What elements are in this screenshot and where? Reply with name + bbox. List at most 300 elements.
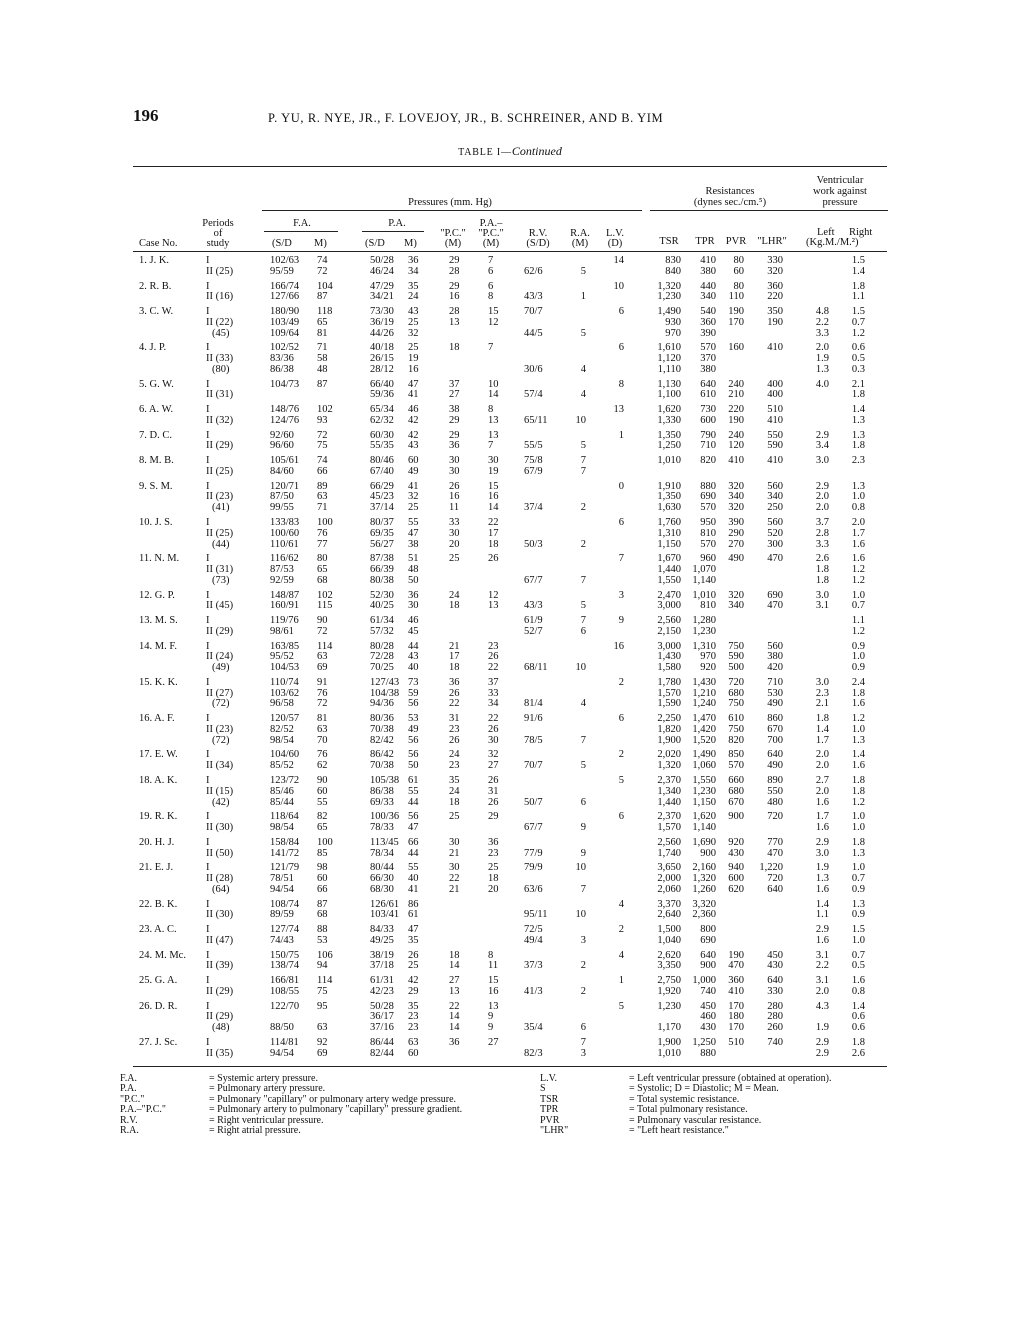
cell-papc: 19 [488,465,499,477]
cell-pa_sd: 86/44 [370,1036,394,1048]
cell-fa_sd: 92/59 [270,574,294,586]
cell-papc: 11 [488,960,499,972]
cell-papc: 26 [488,553,499,565]
cell-papc: 9 [488,1022,494,1034]
footnote-abbreviation: TPR [540,1104,559,1116]
cell-fa_m: 71 [317,502,328,514]
cell-papc: 7 [488,342,494,354]
cell-pa_sd: 72/28 [370,651,394,663]
cell-rv: 63/6 [524,883,543,895]
cell-right: 1.0 [851,491,865,503]
cell-fa_m: 75 [317,985,328,997]
cell-pa_sd: 80/37 [370,516,394,528]
cell-fa_sd: 98/54 [270,822,294,833]
cell-lv: 3 [618,589,624,601]
cell-lhr: 770 [767,836,783,848]
cell-papc: 16 [488,985,499,997]
header-tpr: TPR [695,236,715,247]
cell-pa_sd: 49/25 [370,934,394,946]
cell-left: 1.1 [815,909,829,921]
cell-fa_sd: 148/87 [270,589,300,601]
cell-tpr: 900 [700,847,716,859]
cell-pa_m: 30 [408,600,419,612]
cell-fa_m: 63 [317,723,328,735]
cell-left: 1.9 [815,353,829,365]
cell-tpr: 340 [700,291,716,303]
cell-rv: 52/7 [524,625,543,637]
cell-pvr: 850 [728,749,744,761]
cell-tpr: 640 [700,949,716,961]
case-number: 3. C. W. [139,306,174,317]
case-number: 17. E. W. [139,749,178,761]
cell-fa_sd: 98/54 [270,734,294,746]
cell-tsr: 840 [665,265,681,277]
cell-right: 0.6 [851,342,865,354]
cell-right: 1.4 [851,265,865,277]
cell-lhr: 490 [767,760,783,772]
cell-left: 4.3 [815,1000,829,1012]
cell-lv: 6 [618,811,624,823]
cell-pvr: 410 [728,455,744,467]
cell-right: 0.8 [851,502,865,514]
cell-papc: 22 [488,713,499,725]
cell-period: II (23) [206,723,234,735]
cell-lhr: 700 [767,734,783,746]
cell-fa_sd: 122/70 [270,1000,300,1012]
cell-pa_m: 24 [408,291,419,303]
cell-period: II (47) [206,934,234,946]
cell-pa_sd: 28/12 [370,363,394,375]
cell-tsr: 2,560 [657,836,681,848]
cell-rv: 67/9 [524,465,543,477]
cell-tsr: 1,100 [657,389,681,401]
cell-pvr: 500 [728,662,744,674]
cell-left: 2.7 [815,774,829,786]
cell-pa_sd: 94/36 [370,698,394,710]
cell-papc: 27 [488,760,499,772]
cell-fa_m: 76 [317,749,328,761]
cell-period: II (31) [206,389,234,401]
case-number: 19. R. K. [139,811,178,823]
cell-ra: 5 [580,327,586,339]
cell-rv: 49/4 [524,934,543,946]
cell-pa_m: 49 [408,465,419,477]
cell-left: 1.8 [815,574,829,586]
header-periods: of [213,228,223,239]
cell-ra: 4 [580,363,586,375]
cell-fa_sd: 104/73 [270,378,300,390]
cell-left: 3.7 [815,516,829,528]
cell-tpr: 440 [700,280,716,292]
cell-tsr: 2,250 [657,713,681,725]
cell-ra: 9 [580,822,586,833]
cell-pc: 28 [449,265,460,277]
cell-period: I [206,676,210,688]
cell-papc: 10 [488,378,499,390]
header-lv: (D) [607,238,623,249]
cell-pvr: 590 [728,651,744,663]
cell-period: II (25) [206,527,234,539]
cell-lhr: 330 [767,985,783,997]
cell-tpr: 1,150 [692,796,716,808]
cell-right: 0.9 [851,640,865,652]
cell-left: 1.8 [815,564,829,575]
cell-tpr: 570 [700,538,716,550]
cell-lv: 6 [618,342,624,354]
cell-tpr: 1,000 [692,975,716,986]
cell-tpr: 1,140 [692,574,716,586]
case-number: 5. G. W. [139,378,174,390]
cell-pa_sd: 66/29 [370,480,394,492]
cell-pvr: 170 [728,1000,744,1012]
footnote-abbreviation: S [540,1083,546,1095]
cell-tpr: 920 [700,662,716,674]
footnote-abbreviation: "LHR" [540,1125,569,1136]
cell-fa_sd: 96/58 [270,698,294,710]
cell-pa_sd: 52/30 [370,589,394,601]
cell-tsr: 1,310 [657,527,681,539]
cell-left: 1.9 [815,1022,829,1034]
cell-left: 1.3 [815,873,829,884]
cell-pc: 22 [449,1000,460,1012]
cell-pa_sd: 78/34 [370,847,394,859]
cell-pa_sd: 61/34 [370,615,394,626]
cell-fa_sd: 87/53 [270,564,294,575]
case-number: 27. J. Sc. [139,1036,178,1048]
cell-fa_m: 53 [317,934,328,946]
cell-lhr: 510 [767,404,783,416]
cell-pa_sd: 44/26 [370,327,394,339]
cell-pa_sd: 80/46 [370,455,394,467]
cell-tpr: 370 [700,353,716,365]
cell-papc: 34 [488,698,499,710]
cell-ra: 7 [580,1036,586,1048]
cell-period: (72) [212,734,230,746]
cell-fa_sd: 98/61 [270,625,294,637]
cell-pa_m: 35 [408,934,419,946]
cell-period: II (16) [206,291,234,303]
cell-pa_m: 47 [408,527,419,539]
cell-fa_m: 75 [317,440,328,452]
cell-lhr: 560 [767,480,783,492]
cell-lhr: 640 [767,883,783,895]
cell-pvr: 210 [728,389,744,401]
cell-tpr: 820 [700,455,716,467]
cell-tpr: 2,360 [692,909,716,921]
cell-papc: 22 [488,662,499,674]
cell-fa_sd: 78/51 [270,873,294,884]
cell-left: 2.2 [815,316,829,328]
cell-fa_sd: 84/60 [270,465,294,477]
header-pvr: PVR [725,236,747,247]
cell-pc: 23 [449,723,460,735]
cell-lv: 2 [618,924,624,935]
cell-period: II (30) [206,909,234,921]
cell-period: I [206,1036,210,1048]
cell-pc: 37 [449,378,460,390]
cell-pc: 22 [449,698,460,710]
cell-fa_m: 65 [317,564,328,575]
cell-pa_sd: 80/38 [370,574,394,586]
cell-papc: 14 [488,389,499,401]
cell-lhr: 470 [767,600,783,612]
cell-pa_sd: 86/42 [370,749,394,761]
cell-pa_m: 23 [408,1022,419,1034]
cell-pc: 38 [449,404,460,416]
cell-lhr: 520 [767,527,783,539]
cell-right: 0.5 [851,353,865,365]
cell-rv: 50/3 [524,538,543,550]
cell-papc: 8 [488,949,494,961]
case-number: 21. E. J. [139,862,174,874]
cell-lhr: 410 [767,342,783,354]
cell-pc: 28 [449,306,460,317]
cell-rv: 68/11 [524,662,548,674]
cell-fa_m: 68 [317,909,328,921]
cell-tpr: 460 [700,1011,716,1023]
cell-rv: 75/8 [524,455,543,467]
cell-papc: 13 [488,1000,499,1012]
cell-ra: 2 [580,502,586,514]
cell-ra: 10 [575,862,586,874]
cell-rv: 57/4 [524,389,543,401]
cell-pc: 18 [449,662,460,674]
cell-tsr: 1,740 [657,847,681,859]
cell-period: (48) [212,1022,230,1034]
cell-pc: 14 [449,960,460,972]
cell-right: 1.7 [851,527,865,539]
cell-period: II (50) [206,847,234,859]
cell-left: 3.1 [815,600,829,612]
cell-right: 1.0 [851,862,865,874]
cell-fa_sd: 102/63 [270,255,300,266]
cell-tpr: 390 [700,327,716,339]
cell-pa_sd: 50/28 [370,255,394,266]
cell-fa_m: 77 [317,538,328,550]
cell-right: 1.3 [851,429,865,441]
cell-pc: 29 [449,255,460,266]
cell-period: I [206,949,210,961]
cell-pa_m: 26 [408,949,419,961]
cell-tpr: 380 [700,265,716,277]
cell-pa_sd: 61/31 [370,975,394,986]
cell-tpr: 1,240 [692,698,716,710]
cell-lhr: 330 [767,255,783,266]
cell-pa_sd: 80/36 [370,713,394,725]
cell-left: 2.9 [815,480,829,492]
cell-pvr: 170 [728,316,744,328]
cell-pc: 29 [449,280,460,292]
cell-fa_m: 71 [317,342,328,354]
cell-fa_sd: 99/55 [270,502,294,514]
cell-left: 1.4 [815,723,829,735]
cell-right: 0.7 [851,316,865,328]
cell-tpr: 710 [700,440,716,452]
cell-period: II (28) [206,873,234,884]
cell-papc: 31 [488,785,499,797]
cell-rv: 43/3 [524,600,543,612]
footnote-abbreviation: F.A. [120,1073,137,1084]
cell-fa_sd: 120/71 [270,480,300,492]
cell-pc: 30 [449,836,460,848]
cell-pa_m: 41 [408,389,419,401]
cell-papc: 17 [488,527,499,539]
cell-pvr: 190 [728,949,744,961]
cell-lv: 4 [618,949,624,961]
cell-period: I [206,924,210,935]
footnote-definition: = Systemic artery pressure. [209,1073,318,1084]
cell-right: 1.3 [851,480,865,492]
cell-right: 1.4 [851,1000,865,1012]
cell-right: 0.8 [851,985,865,997]
header-fa: F.A. [293,218,311,229]
cell-tpr: 1,470 [692,713,716,725]
cell-right: 1.2 [851,625,865,637]
cell-pa_sd: 65/34 [370,404,394,416]
cell-papc: 13 [488,429,499,441]
cell-pa_sd: 50/28 [370,1000,394,1012]
cell-lhr: 280 [767,1000,783,1012]
cell-pvr: 170 [728,1022,744,1034]
cell-fa_sd: 95/52 [270,651,294,663]
cell-fa_m: 63 [317,491,328,503]
cell-lhr: 400 [767,378,783,390]
cell-right: 0.9 [851,883,865,895]
cell-left: 1.7 [815,734,829,746]
cell-tsr: 1,430 [657,651,681,663]
cell-right: 1.6 [851,553,865,565]
cell-pc: 36 [449,676,460,688]
cell-period: II (15) [206,785,234,797]
cell-pc: 25 [449,553,460,565]
cell-rv: 35/4 [524,1022,543,1034]
cell-right: 1.8 [851,836,865,848]
cell-period: (42) [212,796,230,808]
cell-left: 1.4 [815,898,829,910]
cell-pa_m: 36 [408,589,419,601]
cell-tpr: 410 [700,255,716,266]
cell-pa_m: 56 [408,698,419,710]
cell-tpr: 690 [700,491,716,503]
cell-right: 1.0 [851,934,865,946]
cell-left: 3.1 [815,975,829,986]
cell-pa_m: 40 [408,873,419,884]
cell-pvr: 750 [728,723,744,735]
cell-pc: 31 [449,713,460,725]
cell-lhr: 890 [767,774,783,786]
cell-rv: 82/3 [524,1047,543,1059]
cell-pa_m: 55 [408,785,419,797]
cell-lhr: 190 [767,316,783,328]
case-number: 8. M. B. [139,455,174,467]
cell-ra: 7 [580,465,586,477]
cell-pa_m: 38 [408,538,419,550]
cell-pa_sd: 37/18 [370,960,394,972]
cell-tpr: 1,230 [692,625,716,637]
cell-left: 3.3 [815,327,829,339]
cell-papc: 30 [488,734,499,746]
cell-tpr: 810 [700,527,716,539]
case-number: 22. B. K. [139,898,178,910]
cell-tpr: 1,550 [692,774,716,786]
cell-papc: 33 [488,687,499,699]
footnote-abbreviation: PVR [540,1114,560,1126]
cell-tsr: 2,060 [657,883,681,895]
cell-fa_sd: 150/75 [270,949,300,961]
cell-pa_sd: 66/40 [370,378,394,390]
cell-tsr: 1,490 [657,306,681,317]
cell-right: 1.8 [851,785,865,797]
cell-fa_sd: 88/50 [270,1022,294,1034]
cell-fa_sd: 96/60 [270,440,294,452]
cell-pc: 22 [449,873,460,884]
cell-left: 2.6 [815,553,829,565]
cell-pa_m: 45 [408,625,419,637]
cell-rv: 79/9 [524,862,543,874]
cell-pvr: 220 [728,404,744,416]
cell-pa_sd: 56/27 [370,538,394,550]
cell-tsr: 2,640 [657,909,681,921]
cell-left: 3.0 [815,589,829,601]
cell-fa_sd: 85/52 [270,760,294,772]
cell-tpr: 600 [700,414,716,426]
cell-pa_m: 29 [408,985,419,997]
cell-ra: 6 [580,796,586,808]
cell-pa_m: 25 [408,502,419,514]
cell-ra: 2 [580,985,586,997]
cell-pa_m: 56 [408,749,419,761]
cell-pa_m: 51 [408,553,419,565]
cell-pa_m: 46 [408,615,419,626]
cell-pvr: 180 [728,1011,744,1023]
cell-lhr: 470 [767,847,783,859]
cell-pa_m: 47 [408,822,419,833]
cell-tpr: 1,010 [692,589,716,601]
cell-right: 2.3 [851,455,865,467]
cell-fa_sd: 166/74 [270,280,300,292]
cell-tsr: 1,610 [657,342,681,354]
cell-left: 2.1 [815,698,829,710]
case-number: 15. K. K. [139,676,178,688]
cell-fa_sd: 110/61 [270,538,299,550]
cell-pc: 14 [449,1022,460,1034]
cell-tpr: 570 [700,502,716,514]
cell-lhr: 250 [767,502,783,514]
cell-right: 0.6 [851,1011,865,1023]
cell-lv: 6 [618,516,624,528]
cell-ra: 9 [580,847,586,859]
cell-fa_m: 89 [317,480,328,492]
cell-tsr: 830 [665,255,681,266]
cell-rv: 37/3 [524,960,543,972]
cell-fa_m: 115 [317,600,333,612]
case-number: 23. A. C. [139,924,177,935]
cell-lhr: 690 [767,589,783,601]
cell-tpr: 800 [700,924,716,935]
cell-pa_sd: 82/42 [370,734,394,746]
cell-pvr: 490 [728,553,744,565]
cell-pc: 20 [449,538,460,550]
cell-pa_sd: 36/19 [370,316,394,328]
cell-rv: 30/6 [524,363,543,375]
cell-rv: 62/6 [524,265,543,277]
cell-lhr: 410 [767,455,783,467]
cell-pa_sd: 80/28 [370,640,394,652]
cell-right: 0.7 [851,600,865,612]
cell-right: 1.6 [851,975,865,986]
cell-ra: 5 [580,760,586,772]
cell-fa_sd: 114/81 [270,1036,299,1048]
